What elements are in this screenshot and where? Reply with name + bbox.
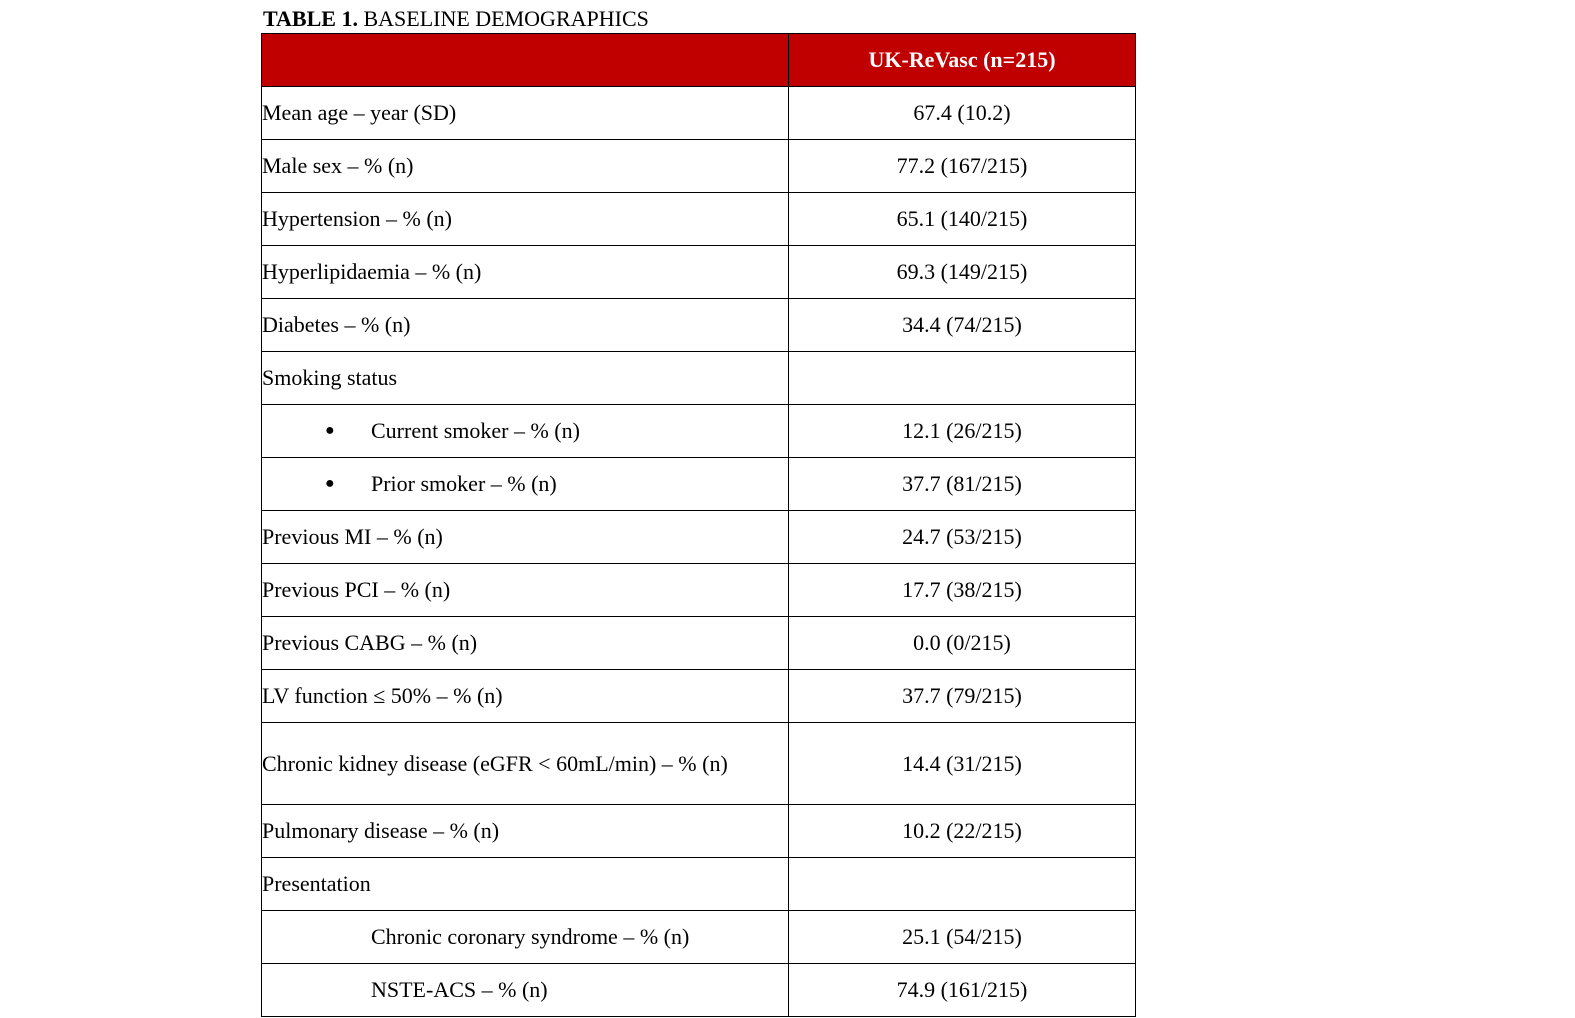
row-label: Previous MI – % (n) [262,511,789,564]
table-row [262,87,1136,140]
table-row [262,405,1136,458]
row-value: 69.3 (149/215) [789,246,1136,299]
table-row [262,723,1136,805]
table-caption-label: TABLE 1. [263,6,358,31]
row-value: 37.7 (79/215) [789,670,1136,723]
table-row [262,140,1136,193]
table-row [262,511,1136,564]
table-row [262,617,1136,670]
row-label: Pulmonary disease – % (n) [262,805,789,858]
row-value: 14.4 (31/215) [789,723,1136,805]
header-cell-cohort: UK-ReVasc (n=215) [789,34,1136,87]
table-row [262,564,1136,617]
row-value: 37.7 (81/215) [789,458,1136,511]
header-cell-characteristic [262,34,789,87]
row-label: LV function ≤ 50% – % (n) [262,670,789,723]
row-value [789,858,1136,911]
row-label: Previous CABG – % (n) [262,617,789,670]
table-row-section-presentation [262,858,1136,911]
table-row [262,670,1136,723]
row-label: Previous PCI – % (n) [262,564,789,617]
table-row [262,964,1136,1017]
row-label-text: Prior smoker – % (n) [371,471,557,496]
bullet-icon: ● [325,475,335,492]
row-value: 65.1 (140/215) [789,193,1136,246]
row-value: 24.7 (53/215) [789,511,1136,564]
table-row [262,805,1136,858]
row-value: 0.0 (0/215) [789,617,1136,670]
row-label [262,405,789,458]
bullet-icon: ● [325,422,335,439]
section-label-presentation: Presentation [262,858,789,911]
row-label: Hypertension – % (n) [262,193,789,246]
row-value: 17.7 (38/215) [789,564,1136,617]
table-row-section-smoking [262,352,1136,405]
row-label-text: Current smoker – % (n) [371,418,580,443]
row-value: 67.4 (10.2) [789,87,1136,140]
row-value: 34.4 (74/215) [789,299,1136,352]
row-label: NSTE-ACS – % (n) [262,964,789,1017]
row-label [262,458,789,511]
row-value [789,352,1136,405]
table-row [262,193,1136,246]
row-label: Chronic coronary syndrome – % (n) [262,911,789,964]
baseline-demographics-table [261,33,1136,1017]
row-label: Chronic kidney disease (eGFR < 60mL/min) – % (n) [262,723,789,805]
row-label: Diabetes – % (n) [262,299,789,352]
table-row [262,246,1136,299]
table-row [262,299,1136,352]
row-value: 74.9 (161/215) [789,964,1136,1017]
table-row [262,911,1136,964]
row-value: 77.2 (167/215) [789,140,1136,193]
row-value: 10.2 (22/215) [789,805,1136,858]
row-label: Male sex – % (n) [262,140,789,193]
row-label: Hyperlipidaemia – % (n) [262,246,789,299]
row-value: 25.1 (54/215) [789,911,1136,964]
table-caption-title: BASELINE DEMOGRAPHICS [363,6,649,31]
row-value: 12.1 (26/215) [789,405,1136,458]
table-caption [263,6,649,32]
row-label: Mean age – year (SD) [262,87,789,140]
section-label-smoking-status: Smoking status [262,352,789,405]
table-header-row [262,34,1136,87]
table-row [262,458,1136,511]
